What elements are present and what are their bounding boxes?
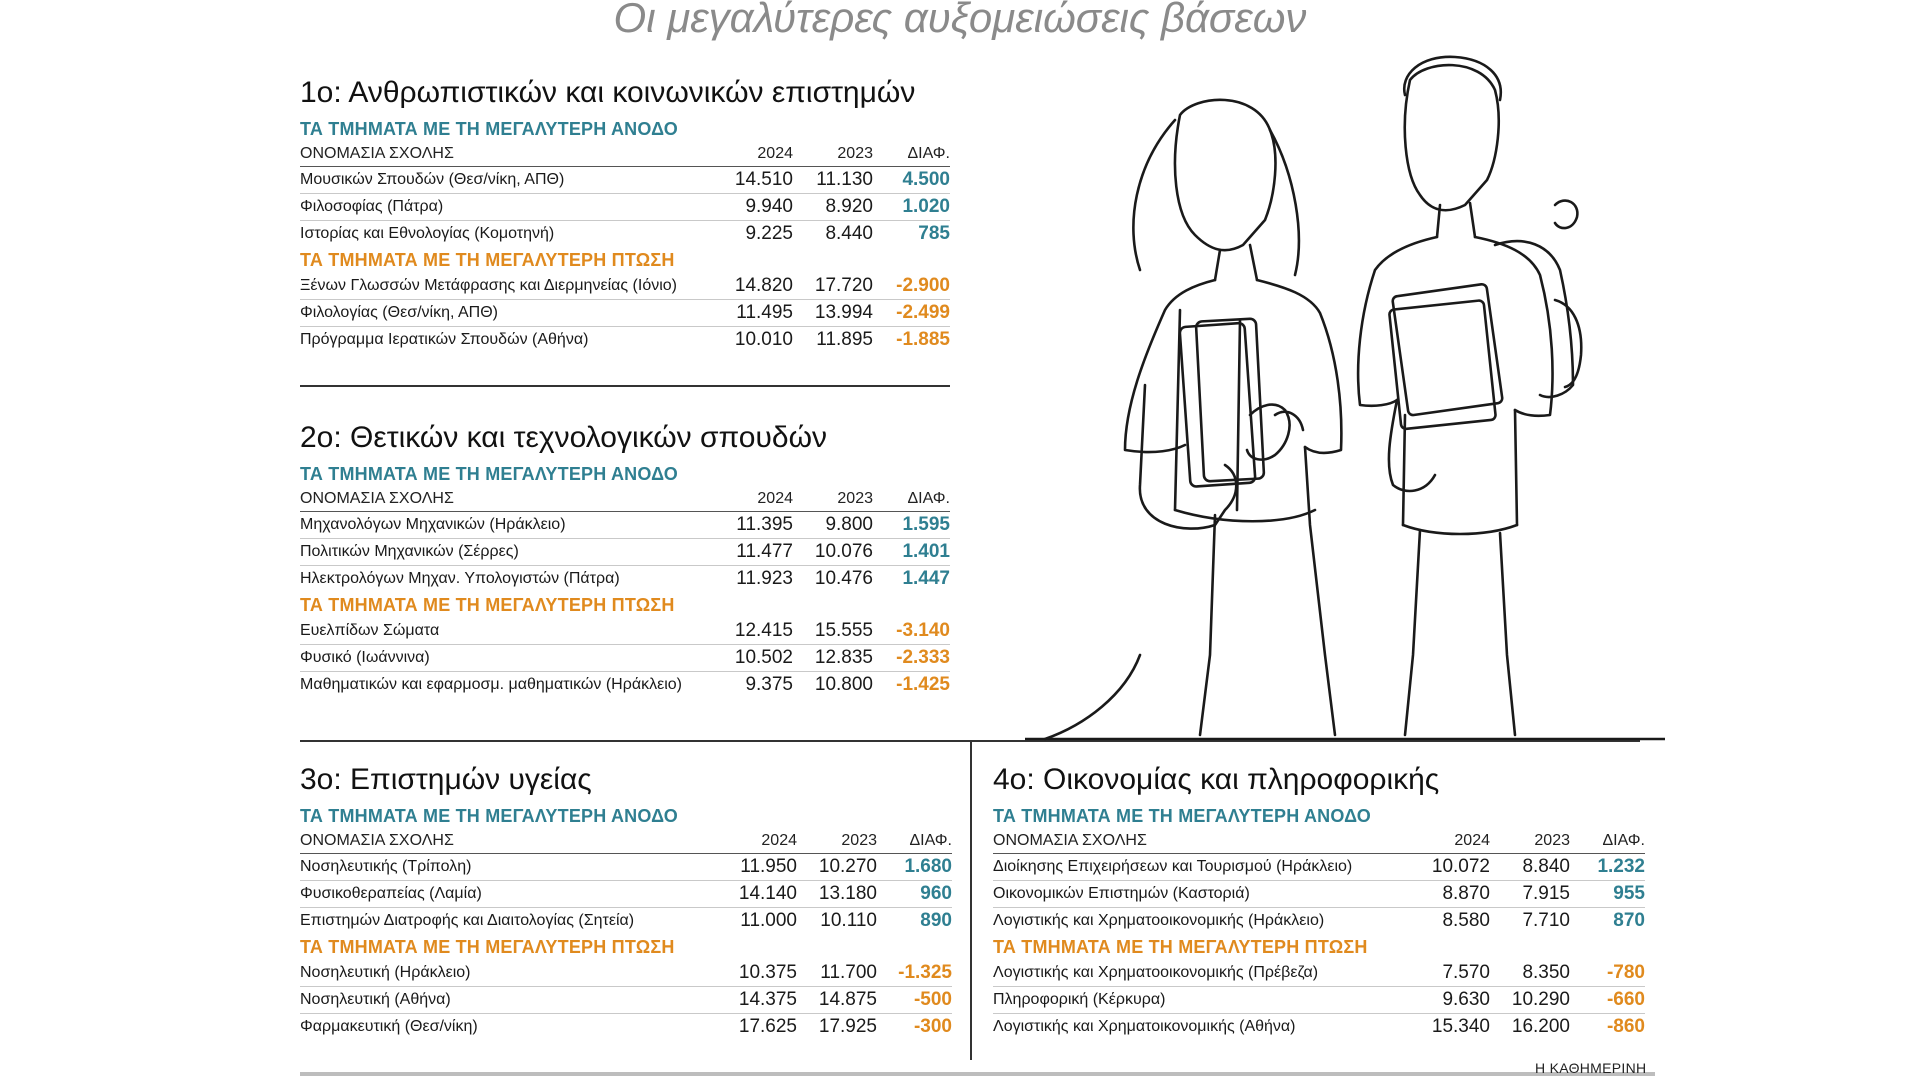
- score-diff: -2.900: [873, 273, 950, 300]
- section-title: 2ο: Θετικών και τεχνολογικών σπουδών: [300, 421, 828, 454]
- table-row: [300, 566, 950, 593]
- score-diff: 1.020: [873, 194, 950, 221]
- score-2023: 8.350: [1490, 960, 1570, 987]
- score-diff: 1.401: [873, 539, 950, 566]
- col-name-header: ΟΝΟΜΑΣΙΑ ΣΧΟΛΗΣ: [993, 829, 1405, 854]
- col-diff-header: ΔΙΑΦ.: [877, 829, 952, 854]
- table-row: [300, 194, 950, 221]
- school-name: Μηχανολόγων Μηχανικών (Ηράκλειο): [300, 512, 708, 539]
- score-2023: 13.994: [793, 300, 873, 327]
- section-humanities: [300, 70, 950, 353]
- score-2024: 8.580: [1442, 910, 1490, 931]
- score-diff: 1.447: [902, 568, 950, 589]
- score-diff: -1.325: [877, 960, 952, 987]
- score-2023: 11.700: [797, 960, 877, 987]
- school-name: Ηλεκτρολόγων Μηχαν. Υπολογιστών (Πάτρα): [300, 570, 620, 587]
- table-row: [993, 1014, 1645, 1041]
- score-2024: 14.510: [708, 167, 793, 194]
- table-row: [300, 273, 950, 300]
- score-2023: 10.290: [1490, 987, 1570, 1014]
- score-2024: 11.395: [708, 512, 793, 539]
- col-diff-header: ΔΙΑΦ.: [873, 142, 950, 167]
- score-2024: 17.625: [738, 1016, 797, 1037]
- school-name: Φαρμακευτική (Θεσ/νίκη): [300, 1018, 478, 1035]
- table-row: [300, 881, 952, 908]
- col-2023-header: 2023: [793, 142, 873, 167]
- score-diff: -1.885: [896, 329, 950, 350]
- score-diff: -500: [877, 987, 952, 1014]
- fall-heading: ΤΑ ΤΜΗΜΑΤΑ ΜΕ ΤΗ ΜΕΓΑΛΥΤΕΡΗ ΠΤΩΣΗ: [300, 937, 675, 957]
- section-title: 4ο: Οικονομίας και πληροφορικής: [993, 763, 1440, 796]
- score-diff: 4.500: [873, 167, 950, 194]
- score-2024: 15.340: [1431, 1016, 1490, 1037]
- col-diff-header: ΔΙΑΦ.: [873, 487, 950, 512]
- score-2024: 9.375: [745, 674, 793, 695]
- school-name: Επιστημών Διατροφής και Διαιτολογίας (Σητεία): [300, 912, 635, 929]
- fall-table: [300, 273, 950, 353]
- table-row: [300, 300, 950, 327]
- table-row: [993, 987, 1645, 1014]
- score-diff: 1.680: [877, 854, 952, 881]
- score-2024: 12.415: [708, 618, 793, 645]
- score-2024: 11.923: [736, 568, 793, 589]
- score-2023: 11.895: [816, 329, 873, 350]
- table-row: [993, 881, 1645, 908]
- score-2023: 14.875: [797, 987, 877, 1014]
- score-2024: 10.375: [712, 960, 797, 987]
- school-name: Ξένων Γλωσσών Μετάφρασης και Διερμηνείας (Ιόνιο): [300, 273, 708, 300]
- col-2023-header: 2023: [797, 829, 877, 854]
- score-2024: 11.477: [708, 539, 793, 566]
- fall-heading: ΤΑ ΤΜΗΜΑΤΑ ΜΕ ΤΗ ΜΕΓΑΛΥΤΕΡΗ ΠΤΩΣΗ: [300, 250, 675, 270]
- section-divider: [300, 385, 950, 387]
- section-sciences: [300, 415, 950, 698]
- table-row: [300, 854, 952, 881]
- table-header: [993, 829, 1645, 854]
- score-diff: 955: [1570, 881, 1645, 908]
- section-title: 1ο: Ανθρωπιστικών και κοινωνικών επιστημών: [300, 76, 916, 109]
- table-row: [993, 854, 1645, 881]
- score-diff: -1.425: [896, 674, 950, 695]
- score-diff: -2.499: [873, 300, 950, 327]
- score-diff: -780: [1570, 960, 1645, 987]
- school-name: Φυσικό (Ιωάννινα): [300, 645, 708, 672]
- score-2023: 17.925: [818, 1016, 877, 1037]
- school-name: Λογιστικής και Χρηματοικονομικής (Αθήνα): [993, 1018, 1296, 1035]
- score-diff: -2.333: [873, 645, 950, 672]
- table-row: [300, 908, 952, 935]
- col-2024-header: 2024: [708, 142, 793, 167]
- rise-heading: ΤΑ ΤΜΗΜΑΤΑ ΜΕ ΤΗ ΜΕΓΑΛΥΤΕΡΗ ΑΝΟΔΟ: [993, 806, 1371, 826]
- table-row: [300, 618, 950, 645]
- score-2023: 17.720: [793, 273, 873, 300]
- score-2024: 14.140: [712, 881, 797, 908]
- col-2023-header: 2023: [793, 487, 873, 512]
- score-2023: 9.800: [793, 512, 873, 539]
- score-2024: 8.870: [1405, 881, 1490, 908]
- school-name: Πρόγραμμα Ιερατικών Σπουδών (Αθήνα): [300, 331, 589, 348]
- score-2024: 9.940: [708, 194, 793, 221]
- score-2024: 10.502: [708, 645, 793, 672]
- score-2024: 7.570: [1405, 960, 1490, 987]
- page-title: Οι μεγαλύτερες αυξομειώσεις βάσεων: [613, 0, 1307, 41]
- col-name-header: ΟΝΟΜΑΣΙΑ ΣΧΟΛΗΣ: [300, 487, 708, 512]
- col-2024-header: 2024: [1405, 829, 1490, 854]
- score-2023: 16.200: [1511, 1016, 1570, 1037]
- column-divider: [970, 740, 972, 1060]
- score-2023: 13.180: [797, 881, 877, 908]
- school-name: Μουσικών Σπουδών (Θεσ/νίκη, ΑΠΘ): [300, 167, 708, 194]
- students-illustration: [1025, 55, 1665, 745]
- rise-table: [300, 487, 950, 592]
- rise-table: [300, 142, 950, 247]
- score-2024: 11.950: [712, 854, 797, 881]
- section-title: 3ο: Επιστημών υγείας: [300, 763, 592, 796]
- footer-bar: [300, 1072, 1655, 1076]
- score-2023: 10.110: [820, 910, 877, 931]
- score-diff: 890: [920, 910, 952, 931]
- score-2023: 10.270: [797, 854, 877, 881]
- col-2023-header: 2023: [1490, 829, 1570, 854]
- score-2023: 7.915: [1490, 881, 1570, 908]
- score-diff: 870: [1613, 910, 1645, 931]
- table-row: [300, 960, 952, 987]
- score-2023: 11.130: [793, 167, 873, 194]
- table-header: [300, 487, 950, 512]
- fall-heading: ΤΑ ΤΜΗΜΑΤΑ ΜΕ ΤΗ ΜΕΓΑΛΥΤΕΡΗ ΠΤΩΣΗ: [993, 937, 1368, 957]
- fall-table: [993, 960, 1645, 1040]
- score-2024: 10.072: [1405, 854, 1490, 881]
- score-diff: 1.595: [873, 512, 950, 539]
- fall-table: [300, 960, 952, 1040]
- school-name: Διοίκησης Επιχειρήσεων και Τουρισμού (Ηράκλειο): [993, 854, 1405, 881]
- school-name: Πολιτικών Μηχανικών (Σέρρες): [300, 539, 708, 566]
- score-2024: 14.820: [708, 273, 793, 300]
- table-row: [300, 512, 950, 539]
- score-2024: 9.225: [745, 223, 793, 244]
- score-2023: 10.800: [814, 674, 873, 695]
- col-name-header: ΟΝΟΜΑΣΙΑ ΣΧΟΛΗΣ: [300, 829, 712, 854]
- score-2024: 9.630: [1405, 987, 1490, 1014]
- score-2023: 8.840: [1490, 854, 1570, 881]
- table-row: [300, 987, 952, 1014]
- col-name-header: ΟΝΟΜΑΣΙΑ ΣΧΟΛΗΣ: [300, 142, 708, 167]
- school-name: Ιστορίας και Εθνολογίας (Κομοτηνή): [300, 225, 555, 242]
- score-diff: -3.140: [873, 618, 950, 645]
- table-header: [300, 142, 950, 167]
- school-name: Πληροφορική (Κέρκυρα): [993, 987, 1405, 1014]
- table-row: [300, 327, 950, 354]
- rise-heading: ΤΑ ΤΜΗΜΑΤΑ ΜΕ ΤΗ ΜΕΓΑΛΥΤΕΡΗ ΑΝΟΔΟ: [300, 119, 678, 139]
- score-diff: -660: [1570, 987, 1645, 1014]
- score-2023: 12.835: [793, 645, 873, 672]
- rise-heading: ΤΑ ΤΜΗΜΑΤΑ ΜΕ ΤΗ ΜΕΓΑΛΥΤΕΡΗ ΑΝΟΔΟ: [300, 464, 678, 484]
- section-health: [300, 757, 952, 1040]
- col-diff-header: ΔΙΑΦ.: [1570, 829, 1645, 854]
- score-diff: 960: [877, 881, 952, 908]
- school-name: Φιλολογίας (Θεσ/νίκη, ΑΠΘ): [300, 300, 708, 327]
- school-name: Λογιστικής και Χρηματοοικονομικής (Ηράκλειο): [993, 912, 1325, 929]
- score-diff: 1.232: [1570, 854, 1645, 881]
- score-diff: -860: [1606, 1016, 1645, 1037]
- score-2023: 10.476: [814, 568, 873, 589]
- rise-heading: ΤΑ ΤΜΗΜΑΤΑ ΜΕ ΤΗ ΜΕΓΑΛΥΤΕΡΗ ΑΝΟΔΟ: [300, 806, 678, 826]
- rise-table: [993, 829, 1645, 934]
- score-2023: 8.440: [825, 223, 873, 244]
- score-2024: 10.010: [734, 329, 793, 350]
- table-row: [300, 1014, 952, 1041]
- col-2024-header: 2024: [712, 829, 797, 854]
- table-row: [300, 645, 950, 672]
- score-diff: 785: [918, 223, 950, 244]
- score-2023: 7.710: [1522, 910, 1570, 931]
- school-name: Μαθηματικών και εφαρμοσμ. μαθηματικών (Ηράκλειο): [300, 676, 682, 693]
- school-name: Νοσηλευτική (Ηράκλειο): [300, 960, 712, 987]
- table-row: [993, 908, 1645, 935]
- score-diff: -300: [913, 1016, 952, 1037]
- table-row: [300, 672, 950, 699]
- score-2023: 15.555: [793, 618, 873, 645]
- table-row: [300, 167, 950, 194]
- school-name: Φυσικοθεραπείας (Λαμία): [300, 881, 712, 908]
- rise-table: [300, 829, 952, 934]
- school-name: Οικονομικών Επιστημών (Καστοριά): [993, 881, 1405, 908]
- fall-table: [300, 618, 950, 698]
- score-2024: 14.375: [712, 987, 797, 1014]
- table-row: [993, 960, 1645, 987]
- school-name: Λογιστικής και Χρηματοοικονομικής (Πρέβεζα): [993, 960, 1405, 987]
- school-name: Νοσηλευτική (Αθήνα): [300, 987, 712, 1014]
- section-economics: [993, 757, 1645, 1040]
- school-name: Ευελπίδων Σώματα: [300, 618, 708, 645]
- school-name: Φιλοσοφίας (Πάτρα): [300, 194, 708, 221]
- score-2024: 11.000: [740, 910, 797, 931]
- table-header: [300, 829, 952, 854]
- col-2024-header: 2024: [708, 487, 793, 512]
- score-2023: 8.920: [793, 194, 873, 221]
- table-row: [300, 539, 950, 566]
- brand-credit: Η ΚΑΘΗΜΕΡΙΝΗ: [1535, 1060, 1647, 1076]
- school-name: Νοσηλευτικής (Τρίπολη): [300, 854, 712, 881]
- score-2023: 10.076: [793, 539, 873, 566]
- fall-heading: ΤΑ ΤΜΗΜΑΤΑ ΜΕ ΤΗ ΜΕΓΑΛΥΤΕΡΗ ΠΤΩΣΗ: [300, 595, 675, 615]
- table-row: [300, 221, 950, 248]
- score-2024: 11.495: [708, 300, 793, 327]
